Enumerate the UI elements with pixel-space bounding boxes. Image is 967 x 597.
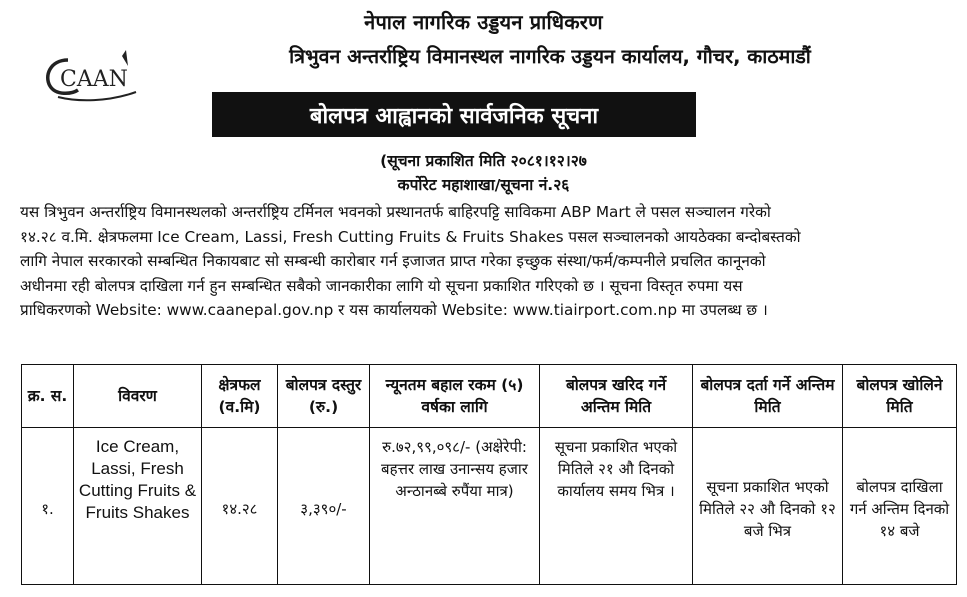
office-name: त्रिभुवन अन्तर्राष्ट्रिय विमानस्थल नागरिक उड्डयन कार्यालय, गौचर, काठमाडौं [289, 45, 811, 68]
body-line: यस त्रिभुवन अन्तर्राष्ट्रिय विमानस्थलको अन्तर्राष्ट्रिय टर्मिनल भवनको प्रस्थानतर्फ बाहिरपट्टि साविकमा ABP Mart ले पसल सञ्चालन गरेको [20, 203, 771, 221]
tender-table [21, 364, 957, 585]
body-line: १४.२८ व.मि. क्षेत्रफलमा Ice Cream, Lassi, Fresh Cutting Fruits & Fruits Shakes पसल सञ्चालनको आयठेक्का बन्दोबस्तको [20, 227, 801, 246]
body-line: लागि नेपाल सरकारको सम्बन्धित निकायबाट सो सम्बन्धी कारोबार गर्न इजाजत प्राप्त गरेका इच्छुक संस्था/फर्म/कम्पनीले प्रचलित कानूनको [20, 252, 766, 270]
col-header-purchase-deadline: बोलपत्र खरिद गर्ने अन्तिम मिति [540, 365, 693, 428]
col-header-sn: क्र. स. [22, 365, 74, 428]
svg-text:CAAN: CAAN [60, 67, 128, 92]
col-header-area: क्षेत्रफल (व.मि) [202, 365, 278, 428]
cell-area: १४.२८ [202, 428, 278, 585]
cell-description: Ice Cream, Lassi, Fresh Cutting Fruits & Fruits Shakes [74, 428, 202, 585]
table-header-row [22, 365, 957, 428]
cell-sn: १. [22, 428, 74, 585]
col-header-min-rent: न्यूनतम बहाल रकम (५) वर्षका लागि [370, 365, 540, 428]
col-header-register-deadline: बोलपत्र दर्ता गर्ने अन्तिम मिति [693, 365, 843, 428]
cell-opening-date: बोलपत्र दाखिला गर्न अन्तिम दिनको १४ बजे [843, 428, 957, 585]
cell-register-deadline: सूचना प्रकाशित भएको मितिले २२ औ दिनको १२ बजे भित्र [693, 428, 843, 585]
cell-min-rent: रु.७२,९९,०९८/- (अक्षेरेपी: बहत्तर लाख उनान्सय हजार अन्ठानब्बे रुपैंया मात्र) [370, 428, 540, 585]
caan-logo [38, 42, 144, 104]
org-name: नेपाल नागरिक उड्डयन प्राधिकरण [364, 10, 603, 34]
table-row [22, 428, 957, 585]
col-header-description: विवरण [74, 365, 202, 428]
corporate-ref: कर्पोरेट महाशाखा/सूचना नं.२६ [397, 176, 570, 194]
publish-date: (सूचना प्रकाशित मिति २०८१।१२।२७ [380, 152, 587, 170]
caan-logo-icon [38, 42, 144, 104]
notice-banner: बोलपत्र आह्वानको सार्वजनिक सूचना [212, 92, 696, 137]
cell-purchase-deadline: सूचना प्रकाशित भएको मितिले २१ औ दिनको कार्यालय समय भित्र । [540, 428, 693, 585]
body-line: अधीनमा रही बोलपत्र दाखिला गर्न हुन सम्बन्धित सबैको जानकारीका लागि यो सूचना प्रकाशित गरिएको छ । सूचना विस्तृत रुपमा यस [20, 276, 743, 295]
col-header-opening-date: बोलपत्र खोलिने मिति [843, 365, 957, 428]
body-line: प्राधिकरणको Website: www.caanepal.gov.np र यस कार्यालयको Website: www.tiairport.com.np मा उपलब्ध छ । [20, 301, 768, 319]
cell-fee: ३,३९०/- [278, 428, 370, 585]
col-header-fee: बोलपत्र दस्तुर (रु.) [278, 365, 370, 428]
notice-body [20, 200, 953, 323]
